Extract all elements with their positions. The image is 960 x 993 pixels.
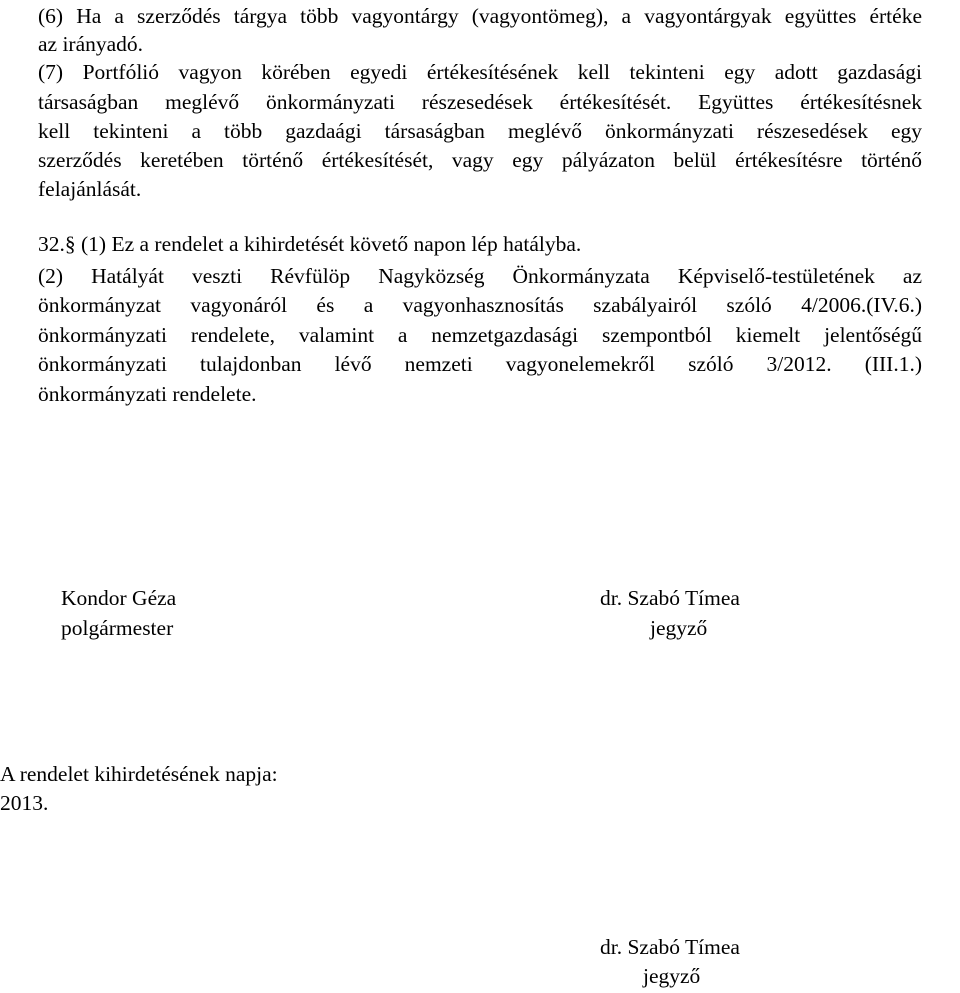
bottom-signature-name: dr. Szabó Tímea <box>600 935 740 959</box>
section-32-p2-line-3: önkormányzati rendelete, valamint a nemzetgazdasági szempontból kiemelt jelentőségű <box>38 323 922 347</box>
paragraph-7-line-1: (7) Portfólió vagyon körében egyedi értékesítésének kell tekinteni egy adott gazdasági <box>38 60 922 84</box>
paragraph-7-line-4: szerződés keretében történő értékesítését, vagy egy pályázaton belül értékesítésre történő <box>38 148 922 172</box>
section-32-p2-line-2: önkormányzat vagyonáról és a vagyonhasznosítás szabályairól szóló 4/2006.(IV.6.) <box>38 293 922 317</box>
section-number: 32. <box>38 232 65 256</box>
section-32-p2-line-1: (2) Hatályát veszti Révfülöp Nagyközség Önkormányzata Képviselő-testületének az <box>38 264 922 288</box>
section-32-p2-line-5: önkormányzati rendelete. <box>38 382 257 406</box>
paragraph-6-line-1: (6) Ha a szerződés tárgya több vagyontárgy (vagyontömeg), a vagyontárgyak együttes értéke <box>38 4 922 28</box>
promulgation-label: A rendelet kihirdetésének napja: <box>0 762 278 786</box>
signature-left-name: Kondor Géza <box>61 586 177 610</box>
paragraph-7-line-2: társaságban meglévő önkormányzati részesedések értékesítését. Együttes értékesítésnek <box>38 90 922 114</box>
section-32-p2-line-4: önkormányzati tulajdonban lévő nemzeti vagyonelemekről szóló 3/2012. (III.1.) <box>38 352 922 376</box>
promulgation-date: 2013. <box>0 791 49 815</box>
signature-right-title: jegyző <box>650 616 708 640</box>
signature-right-name: dr. Szabó Tímea <box>600 586 740 610</box>
paragraph-6-line-2: az irányadó. <box>38 32 144 56</box>
section-sign: § <box>64 232 76 256</box>
section-32-paragraph-1 <box>38 230 581 258</box>
paragraph-7-line-5: felajánlását. <box>38 177 142 201</box>
bottom-signature-title: jegyző <box>643 964 701 988</box>
signature-left-title: polgármester <box>61 616 174 640</box>
section-32-p1-text: (1) Ez a rendelet a kihirdetését követő napon lép hatályba. <box>81 232 582 256</box>
paragraph-7-line-3: kell tekinteni a több gazdaági társaságban meglévő önkormányzati részesedések egy <box>38 119 922 143</box>
